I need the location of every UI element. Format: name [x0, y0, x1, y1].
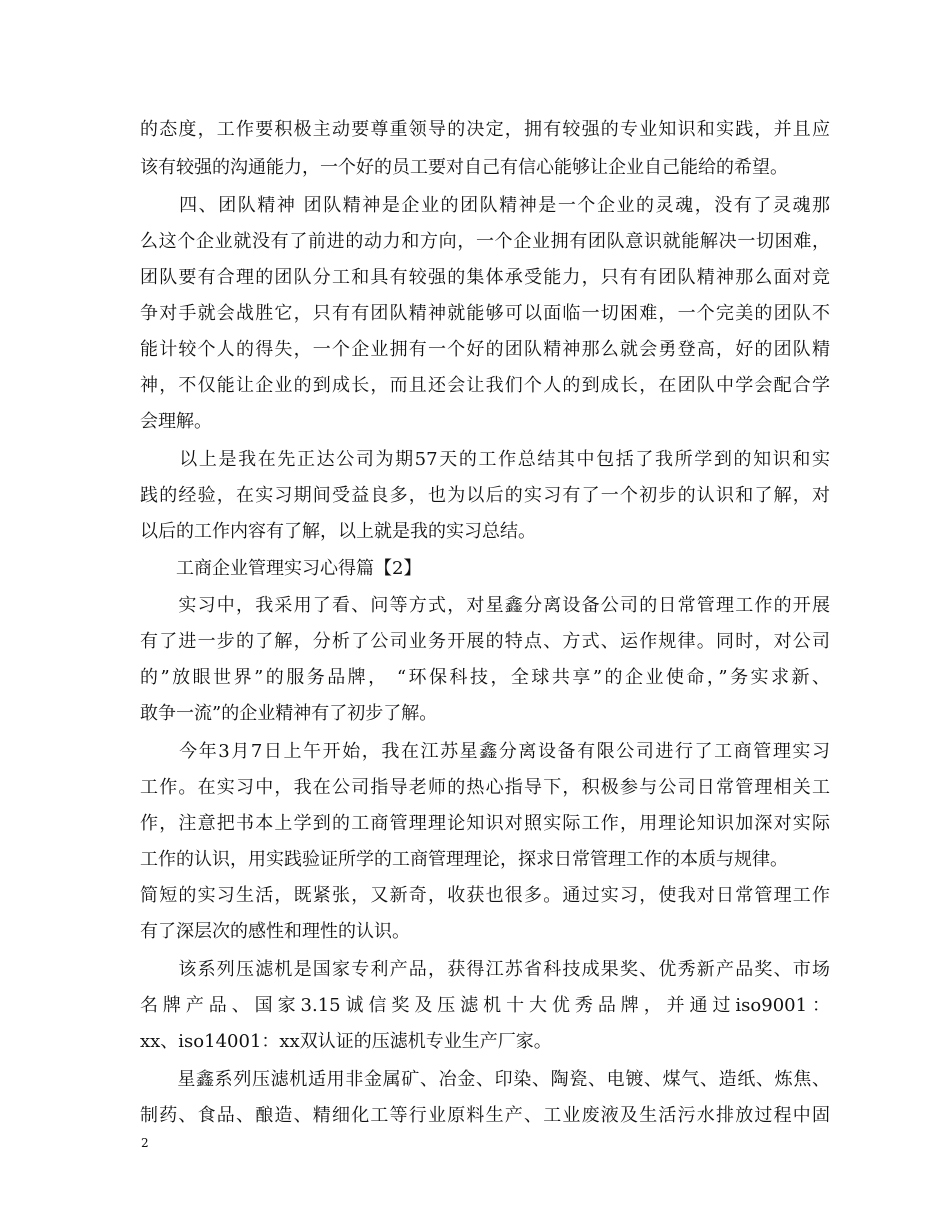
text-line: 今年3月7日上午开始，我在江苏星鑫分离设备有限公司进行了工商管理实习	[140, 741, 830, 762]
text-line: 该有较强的沟通能力，一个好的员工要对自己有信心能够让企业自己能给的希望。	[140, 157, 788, 178]
text-line: 神，不仅能让企业的到成长，而且还会让我们个人的到成长，在团队中学会配合学	[140, 375, 830, 396]
text-line: 争对手就会战胜它，只有有团队精神就能够可以面临一切困难，一个完美的团队不	[140, 303, 830, 324]
text-line: 工作的认识，用实践验证所学的工商管理理论，探求日常管理工作的本质与规律。	[140, 849, 788, 870]
section-heading: 工商企业管理实习心得篇【2】	[140, 558, 422, 579]
text-line: 践的经验，在实习期间受益良多，也为以后的实习有了一个初步的认识和了解，对	[140, 485, 830, 506]
text-line: 该系列压滤机是国家专利产品，获得江苏省科技成果奖、优秀新产品奖、市场	[140, 959, 830, 980]
text-line: 工作。在实习中，我在公司指导老师的热心指导下，积极参与公司日常管理相关工	[140, 777, 830, 798]
text-line: 会理解。	[140, 411, 212, 432]
text-line: 能计较个人的得失，一个企业拥有一个好的团队精神那么就会勇登高，好的团队精	[140, 339, 830, 360]
page-number: 2	[141, 1136, 149, 1150]
text-line: 的”放眼世界”的服务品牌， “环保科技，全球共享”的企业使命，”务实求新、	[140, 667, 830, 688]
text-line: 以上是我在先正达公司为期57天的工作总结其中包括了我所学到的知识和实	[140, 449, 830, 470]
text-line: 简短的实习生活，既紧张，又新奇，收获也很多。通过实习，使我对日常管理工作	[140, 885, 830, 906]
text-line: 敢争一流”的企业精神有了初步了解。	[140, 703, 438, 724]
text-line: 的态度，工作要积极主动要尊重领导的决定，拥有较强的专业知识和实践，并且应	[140, 119, 830, 140]
text-line: 名牌产品、国家3.15诚信奖及压滤机十大优秀品牌，并通过iso9001：	[140, 995, 830, 1016]
text-line: 有了深层次的感性和理性的认识。	[140, 921, 410, 942]
text-line: 么这个企业就没有了前进的动力和方向，一个企业拥有团队意识就能解决一切困难，	[140, 231, 830, 252]
text-line: xx、iso14001：xx双认证的压滤机专业生产厂家。	[140, 1031, 552, 1052]
text-line: 实习中，我采用了看、问等方式，对星鑫分离设备公司的日常管理工作的开展	[140, 595, 830, 616]
text-line: 制药、食品、酿造、精细化工等行业原料生产、工业废液及生活污水排放过程中固	[140, 1105, 830, 1126]
text-line: 以后的工作内容有了解，以上就是我的实习总结。	[140, 521, 536, 542]
text-line: 作，注意把书本上学到的工商管理理论知识对照实际工作，用理论知识加深对实际	[140, 813, 830, 834]
text-line: 星鑫系列压滤机适用非金属矿、冶金、印染、陶瓷、电镀、煤气、造纸、炼焦、	[140, 1069, 830, 1090]
text-line: 四、团队精神 团队精神是企业的团队精神是一个企业的灵魂，没有了灵魂那	[140, 195, 830, 216]
text-line: 团队要有合理的团队分工和具有较强的集体承受能力，只有有团队精神那么面对竞	[140, 267, 830, 288]
text-line: 有了进一步的了解，分析了公司业务开展的特点、方式、运作规律。同时，对公司	[140, 631, 830, 652]
